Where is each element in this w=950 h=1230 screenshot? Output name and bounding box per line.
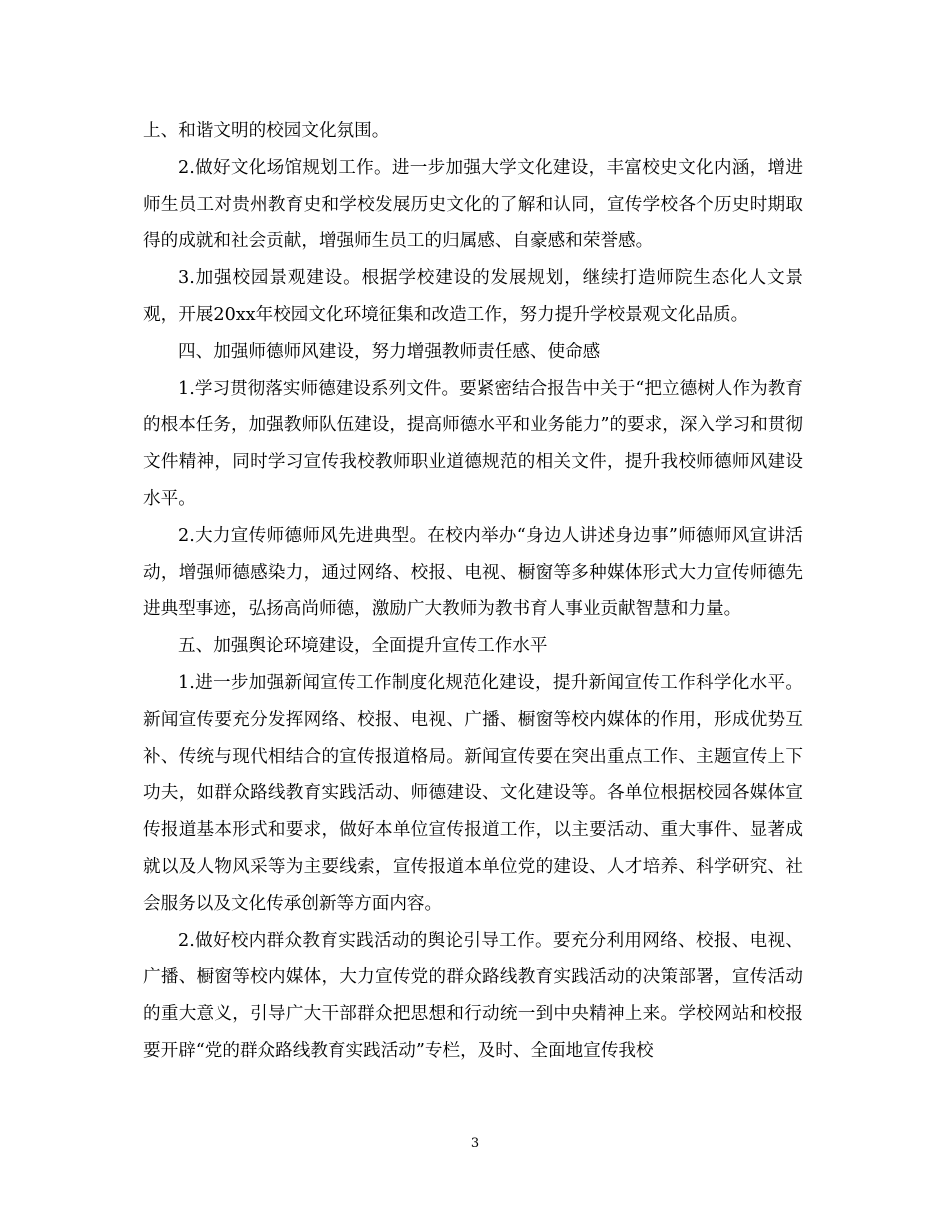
paragraph-8: 1.进一步加强新闻宣传工作制度化规范化建设，提升新闻宣传工作科学化水平。新闻宣传要充分发挥网络、校报、电视、广播、橱窗等校内媒体的作用，形成优势互补、传统与现代相结合的宣传报道格局。新闻宣传要在突出重点工作、主题宣传上下功夫，如群众路线教育实践活动、师德建设、文化建设等。各单位根据校园各媒体宣传报道基本形式和要求，做好本单位宣传报道工作，以主要活动、重大事件、显著成就以及人物风采等为主要线索，宣传报道本单位党的建设、人才培养、科学研究、社会服务以及文化传承创新等方面内容。 [143,672,803,914]
paragraph-2: 2.做好文化场馆规划工作。进一步加强大学文化建设，丰富校史文化内涵，增进师生员工对贵州教育史和学校发展历史文化的了解和认同，宣传学校各个历史时期取得的成就和社会贡献，增强师生员工的归属感、自豪感和荣誉感。 [143,157,803,252]
paragraph-6: 2.大力宣传师德师风先进典型。在校内举办“身边人讲述身边事”师德师风宣讲活动，增强师德感染力，通过网络、校报、电视、橱窗等多种媒体形式大力宣传师德先进典型事迹，弘扬高尚师德，激励广大教师为教书育人事业贡献智慧和力量。 [143,525,803,620]
paragraph-5: 1.学习贯彻落实师德建设系列文件。要紧密结合报告中关于“把立德树人作为教育的根本任务，加强教师队伍建设，提高师德水平和业务能力”的要求，深入学习和贯彻文件精神，同时学习宣传我校教师职业道德规范的相关文件，提升我校师德师风建设水平。 [143,378,803,509]
document-body [143,113,803,1070]
section-heading-5: 五、加强舆论环境建设，全面提升宣传工作水平 [178,636,548,657]
section-heading-4: 四、加强师德师风建设，努力增强教师责任感、使命感 [178,341,601,362]
paragraph-9: 2.做好校内群众教育实践活动的舆论引导工作。要充分利用网络、校报、电视、广播、橱窗等校内媒体，大力宣传党的群众路线教育实践活动的决策部署，宣传活动的重大意义，引导广大干部群众把思想和行动统一到中央精神上来。学校网站和校报要开辟“党的群众路线教育实践活动”专栏，及时、全面地宣传我校 [143,930,803,1061]
page-number: 3 [470,1136,480,1151]
paragraph-3: 3.加强校园景观建设。根据学校建设的发展规划，继续打造师院生态化人文景观，开展20xx年校园文化环境征集和改造工作，努力提升学校景观文化品质。 [143,268,803,325]
paragraph-1: 上、和谐文明的校园文化氛围。 [143,121,390,141]
